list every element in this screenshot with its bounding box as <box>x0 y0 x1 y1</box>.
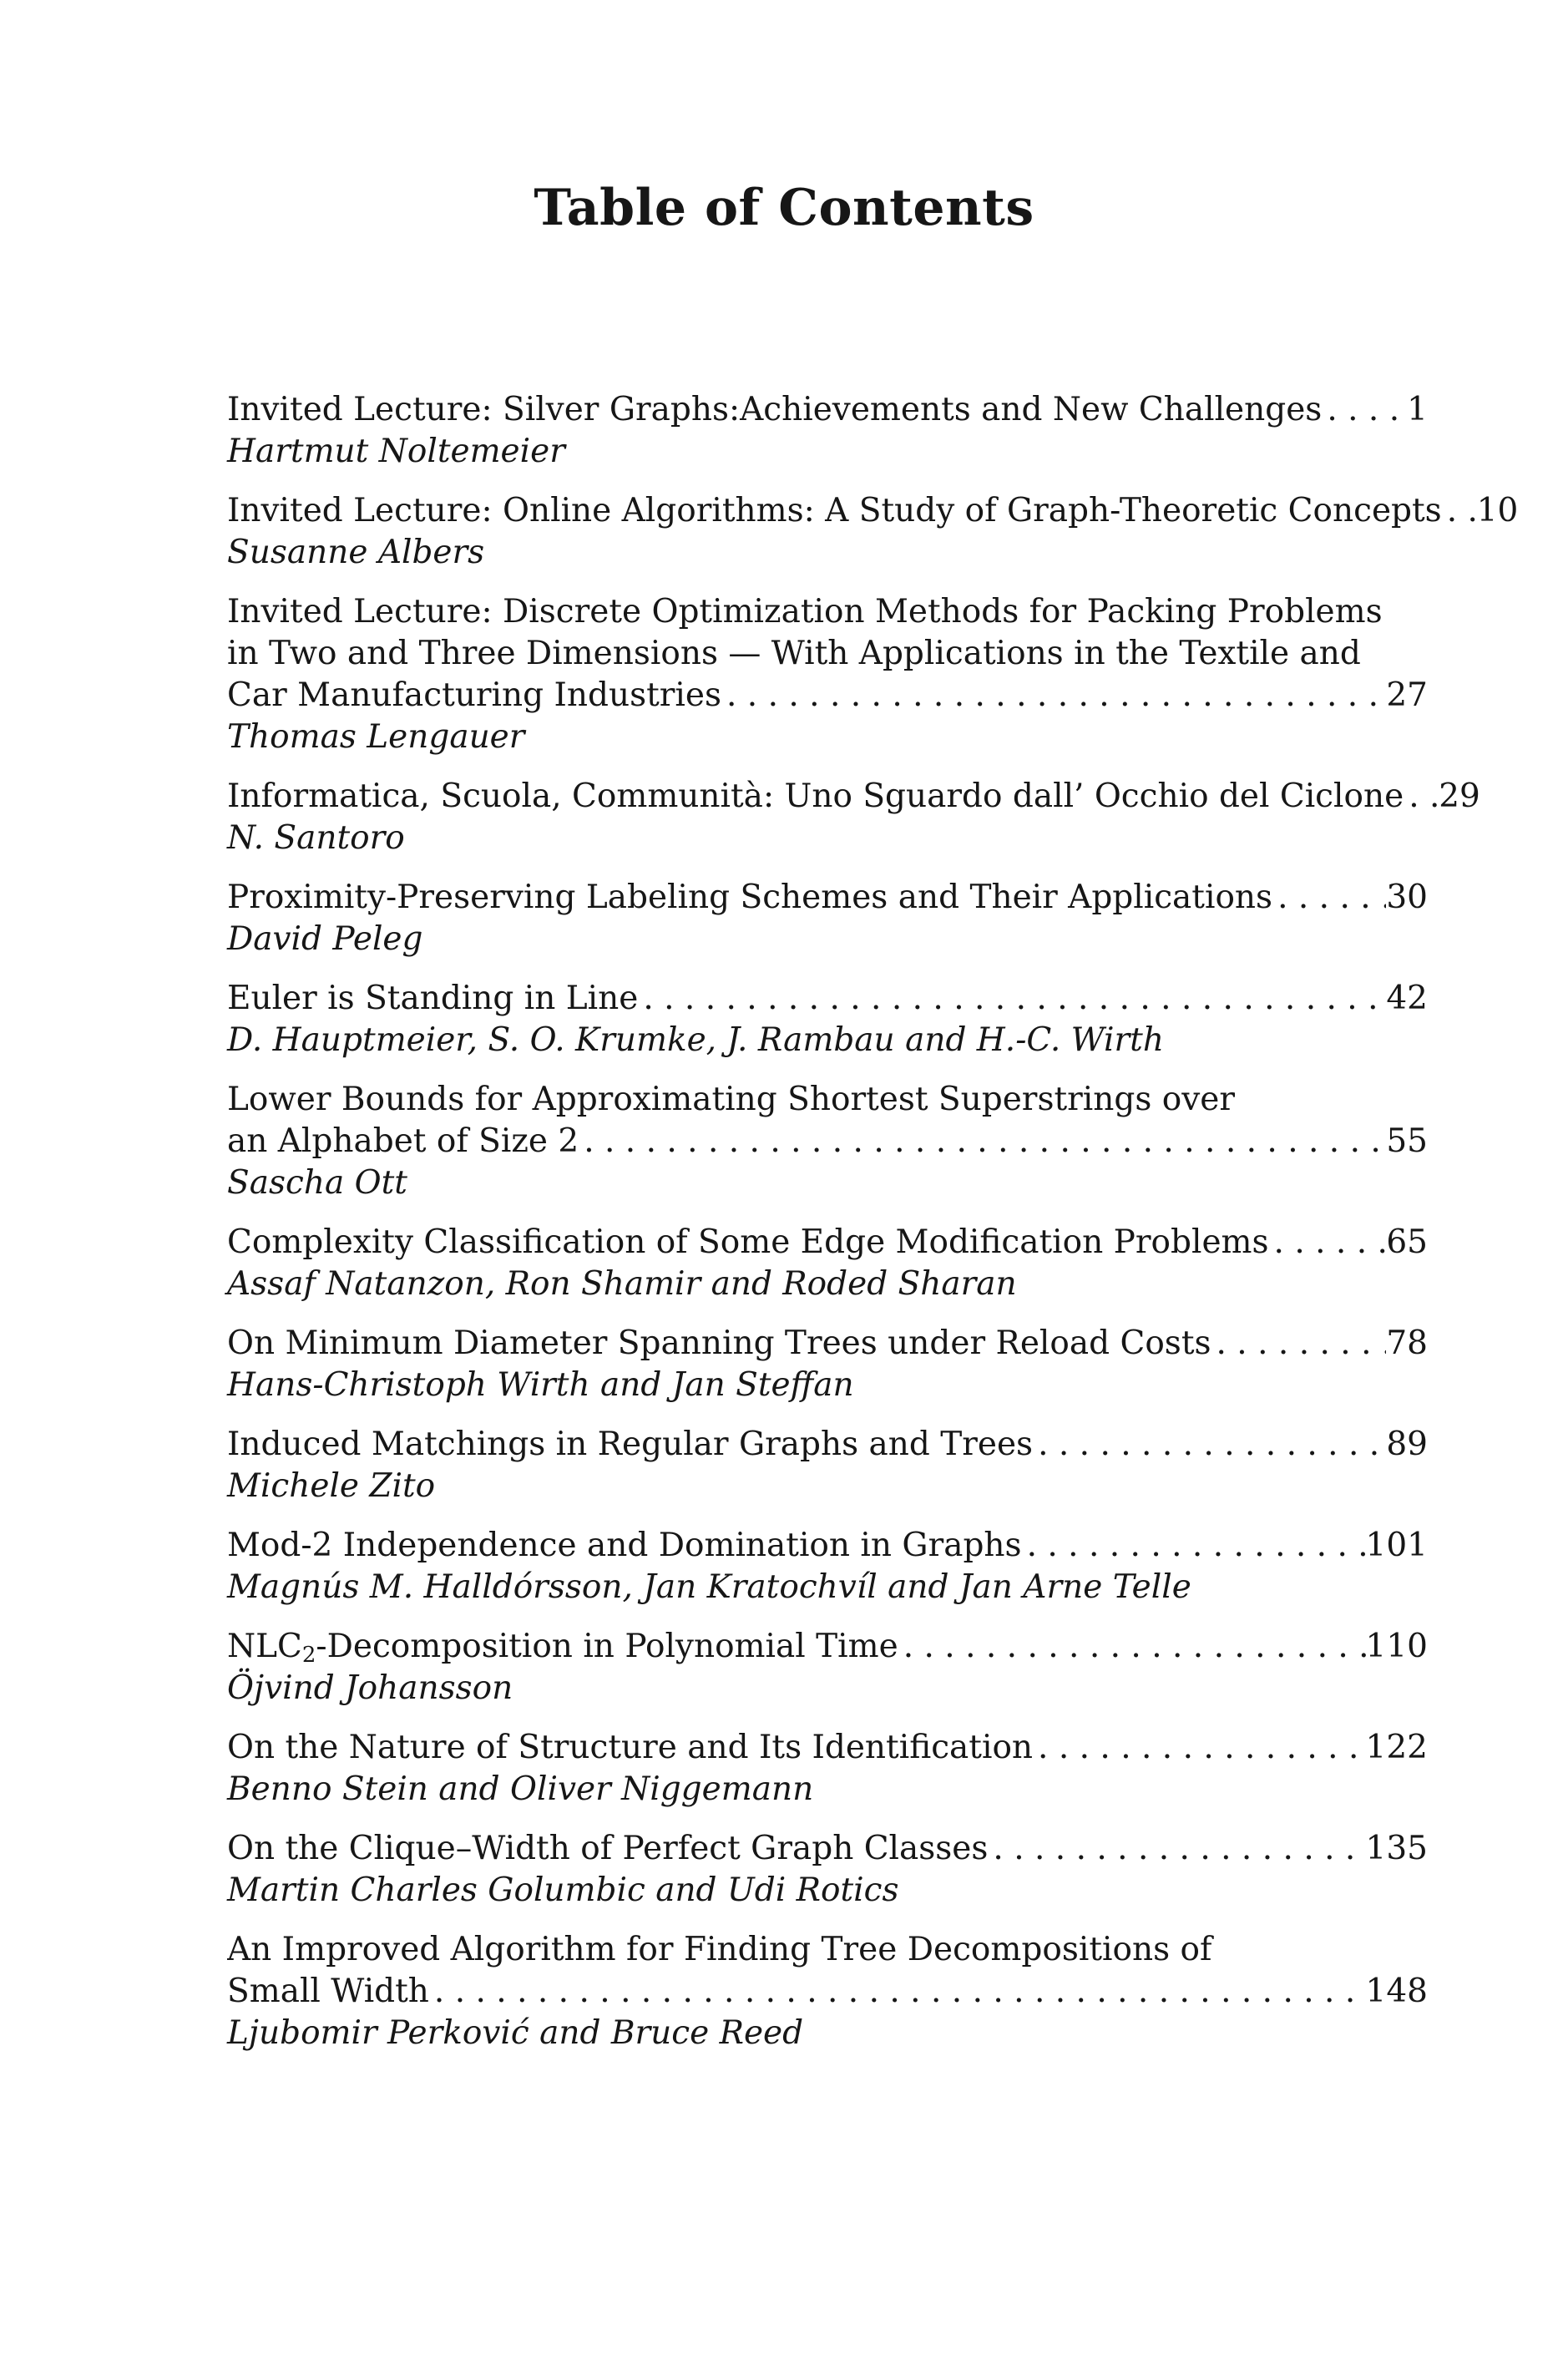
entry-title-line: Euler is Standing in Line <box>227 980 639 1017</box>
entry-title-line: On the Nature of Structure and Its Identification <box>227 1729 1034 1766</box>
entry-authors: Hartmut Noltemeier <box>227 433 565 470</box>
entry-title-line: $NLC_2$-Decomposition in Polynomial Time <box>227 1628 898 1668</box>
page-number: 110 <box>1365 1628 1428 1665</box>
page-number: 148 <box>1365 1973 1428 2010</box>
toc-entry[interactable] <box>227 1727 1428 1811</box>
entry-authors: Hans-Christoph Wirth and Jan Steffan <box>227 1366 854 1404</box>
leader-dots <box>898 1626 1366 1668</box>
leader-dots <box>721 675 1386 717</box>
page-number: 89 <box>1386 1426 1428 1463</box>
leader-dots <box>1272 877 1386 919</box>
entry-title-line: Car Manufacturing Industries <box>227 676 721 714</box>
entry-title-line: an Alphabet of Size 2 <box>227 1122 579 1160</box>
entry-authors: Magnús M. Halldórsson, Jan Kratochvíl and Jan Arne Telle <box>227 1568 1191 1606</box>
toc-entry[interactable] <box>227 1929 1428 2054</box>
leader-dots <box>988 1828 1365 1870</box>
page-number: 101 <box>1365 1527 1428 1564</box>
entry-title-row <box>227 490 1519 532</box>
entry-title-line: Induced Matchings in Regular Graphs and Trees <box>227 1426 1034 1463</box>
entry-title-line: Invited Lecture: Online Algorithms: A Study of Graph-Theoretic Concepts <box>227 492 1442 529</box>
page-number: 122 <box>1365 1729 1428 1766</box>
toc-entry[interactable] <box>227 877 1428 960</box>
entry-authors: Thomas Lengauer <box>227 718 525 756</box>
leader-dots <box>1404 776 1439 818</box>
toc-entry[interactable] <box>227 389 1428 473</box>
entry-authors: Martin Charles Golumbic and Udi Rotics <box>227 1871 899 1909</box>
entry-title-line: Invited Lecture: Discrete Optimization Methods for Packing Problems <box>227 593 1383 631</box>
page-number: 10 <box>1476 492 1519 529</box>
toc-entry[interactable] <box>227 1828 1428 1912</box>
toc-entry[interactable] <box>227 1626 1428 1709</box>
leader-dots <box>1022 1525 1366 1567</box>
leader-dots <box>579 1121 1386 1162</box>
entry-authors: D. Hauptmeier, S. O. Krumke, J. Rambau and H.-C. Wirth <box>227 1021 1164 1059</box>
entry-title-row <box>227 1828 1428 1870</box>
leader-dots <box>638 978 1386 1020</box>
entry-title-row <box>227 1222 1428 1264</box>
entry-title-line: Informatica, Scuola, Communità: Uno Sguardo dall’ Occhio del Ciclone <box>227 777 1404 815</box>
toc-entry[interactable] <box>227 591 1428 758</box>
toc-entry[interactable] <box>227 1424 1428 1507</box>
entry-authors: N. Santoro <box>227 819 405 857</box>
page-number: 78 <box>1386 1324 1428 1362</box>
leader-dots <box>1033 1424 1386 1466</box>
entry-title-line: Complexity Classification of Some Edge Modification Problems <box>227 1223 1269 1261</box>
entry-title-row <box>227 877 1428 919</box>
entry-authors: Öjvind Johansson <box>227 1669 513 1707</box>
leader-dots <box>1322 389 1407 431</box>
toc-entry[interactable] <box>227 776 1480 859</box>
leader-dots <box>1442 490 1477 532</box>
leader-dots <box>1033 1727 1366 1769</box>
leader-dots <box>1269 1222 1387 1264</box>
entry-title-row <box>227 1727 1428 1769</box>
entry-title-row <box>227 1121 1428 1162</box>
page-number: 27 <box>1386 676 1428 714</box>
toc-entry[interactable] <box>227 1079 1428 1204</box>
page-number: 1 <box>1407 391 1428 428</box>
entry-authors: Ljubomir Perković and Bruce Reed <box>227 2014 804 2052</box>
entry-authors: Sascha Ott <box>227 1164 407 1202</box>
toc-entry[interactable] <box>227 978 1428 1061</box>
leader-dots <box>429 1971 1366 2013</box>
leader-dots <box>1211 1323 1387 1365</box>
entry-title-line: Lower Bounds for Approximating Shortest Superstrings over <box>227 1081 1235 1118</box>
entry-title-row <box>227 1424 1428 1466</box>
entry-title-row <box>227 1971 1428 2013</box>
entry-title-line: Small Width <box>227 1973 429 2010</box>
entry-title-row <box>227 776 1480 818</box>
entry-title-row <box>227 675 1428 717</box>
toc-entry[interactable] <box>227 1222 1428 1305</box>
entry-title-line: On the Clique–Width of Perfect Graph Classes <box>227 1830 989 1867</box>
page-number: 42 <box>1386 980 1428 1017</box>
entry-authors: Assaf Natanzon, Ron Shamir and Roded Sharan <box>227 1265 1017 1303</box>
toc-list <box>227 389 1519 2072</box>
entry-title-row <box>227 1525 1428 1567</box>
page-number: 55 <box>1386 1122 1428 1160</box>
entry-authors: David Peleg <box>227 920 423 958</box>
entry-title-line: An Improved Algorithm for Finding Tree Decompositions of <box>227 1931 1212 1968</box>
page-number: 65 <box>1386 1223 1428 1261</box>
entry-title-line: in Two and Three Dimensions — With Applications in the Textile and <box>227 635 1361 672</box>
entry-title-row <box>227 978 1428 1020</box>
entry-authors: Benno Stein and Oliver Niggemann <box>227 1770 814 1808</box>
page-title: Table of Contents <box>534 179 1034 237</box>
entry-title-row <box>227 389 1428 431</box>
entry-authors: Michele Zito <box>227 1467 436 1505</box>
toc-entry[interactable] <box>227 490 1519 574</box>
entry-title-line: Mod-2 Independence and Domination in Graphs <box>227 1527 1022 1564</box>
page-number: 29 <box>1439 777 1480 815</box>
entry-title-line: Invited Lecture: Silver Graphs:Achievements and New Challenges <box>227 391 1323 428</box>
entry-title-line: Proximity-Preserving Labeling Schemes and Their Applications <box>227 879 1273 916</box>
page-number: 135 <box>1365 1830 1428 1867</box>
toc-entry[interactable] <box>227 1323 1428 1406</box>
entry-authors: Susanne Albers <box>227 534 485 571</box>
entry-title-row <box>227 1626 1428 1668</box>
entry-title-line: On Minimum Diameter Spanning Trees under Reload Costs <box>227 1324 1211 1362</box>
page-number: 30 <box>1386 879 1428 916</box>
entry-title-row <box>227 1323 1428 1365</box>
toc-entry[interactable] <box>227 1525 1428 1608</box>
